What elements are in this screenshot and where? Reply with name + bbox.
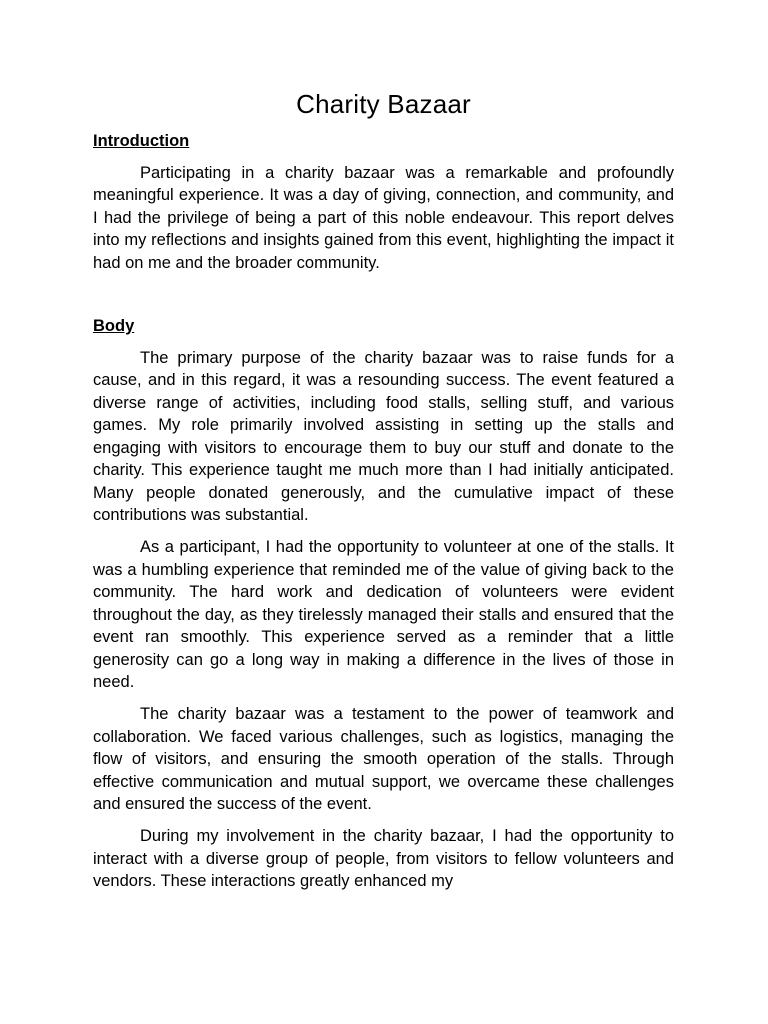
body-paragraph-3: The charity bazaar was a testament to the power of teamwork and collaboration. We faced various challenges, such as logistics, managing the flow of visitors, and ensuring the smooth operation of the stalls. Through effective communication and mutual support, we overcame these challenges and ensured the success of the event.: [93, 705, 674, 813]
document-title: Charity Bazaar: [296, 89, 471, 119]
introduction-paragraph: Participating in a charity bazaar was a remarkable and profoundly meaningful experience. It was a day of giving, connection, and community, and I had the privilege of being a part of this noble endeavour. This report delves into my reflections and insights gained from this event, highlighting the impact it had on me and the broader community.: [93, 163, 674, 272]
section-heading-introduction: Introduction: [93, 132, 190, 150]
document-page: [93, 0, 674, 893]
body-paragraph-4: During my involvement in the charity bazaar, I had the opportunity to interact with a diverse group of people, from visitors to fellow volunteers and vendors. These interactions greatly enhanced my: [93, 827, 674, 890]
section-heading-body: Body: [93, 317, 135, 335]
body-paragraph-2: As a participant, I had the opportunity to volunteer at one of the stalls. It was a humbling experience that reminded me of the value of giving back to the community. The hard work and dedication of volunteers were evident throughout the day, as they tirelessly managed their stalls and ensured that the event ran smoothly. This experience served as a reminder that a little generosity can go a long way in making a difference in the lives of those in need.: [93, 538, 674, 691]
body-paragraph-1: The primary purpose of the charity bazaar was to raise funds for a cause, and in this regard, it was a resounding success. The event featured a diverse range of activities, including food stalls, selling stuff, and various games. My role primarily involved assisting in setting up the stalls and engaging with visitors to encourage them to buy our stuff and donate to the charity. This experience taught me much more than I had initially anticipated. Many people donated generously, and the cumulative impact of these contributions was substantial.: [93, 348, 674, 524]
